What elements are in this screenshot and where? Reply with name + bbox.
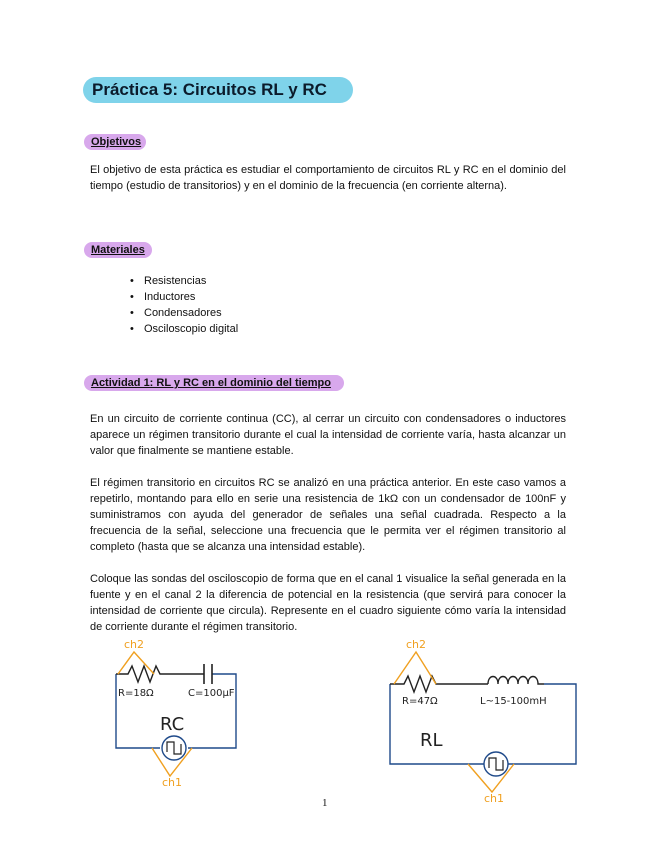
resistor-icon — [116, 666, 204, 682]
rl-ch2-label: ch2 — [406, 638, 427, 651]
resistor-icon — [390, 676, 488, 692]
materiales-heading: Materiales — [84, 242, 152, 258]
actividad1-paragraph-3: Coloque las sondas del osciloscopio de forma que en el canal 1 visualice la señal generada en la fuente y en el canal 2 la diferencia de potencial en la resistencia (que servirá para conocer la intensidad de corriente que circula). Represente en el cuadro siguiente cómo varía la intensidad de corriente durante el régimen transitorio. — [90, 573, 566, 633]
rc-name-label: RC — [160, 714, 185, 735]
rc-capacitor-label: C=100μF — [188, 688, 235, 699]
rc-ch1-label: ch1 — [162, 776, 183, 789]
rc-resistor-label: R=18Ω — [118, 688, 154, 699]
actividad1-paragraph-2: El régimen transitorio en circuitos RC se analizó en una práctica anterior. En este caso vamos a repetirlo, montando para ello en serie una resistencia de 1kΩ con un condensador de 100nF y suministramos con ayuda del generador de señales una señal cuadrada. Respecto a la frecuencia de la señal, seleccione una frecuencia que le permita ver el régimen transitorio al completo (hasta que se alcanza una intensidad estable). — [90, 477, 566, 553]
actividad1-paragraph-1: En un circuito de corriente continua (CC), al cerrar un circuito con condensadores o inductores aparece un régimen transitorio durante el cual la intensidad de corriente varía, hasta alcanzar un valor que finalmente se mantiene estable. — [90, 413, 566, 457]
capacitor-icon — [204, 664, 212, 684]
bullet-icon: • — [130, 323, 134, 335]
list-item: • Resistencias — [130, 275, 207, 287]
materiales-list — [130, 273, 238, 337]
actividad1-heading: Actividad 1: RL y RC en el dominio del tiempo — [84, 375, 344, 391]
objetivos-heading: Objetivos — [84, 134, 146, 150]
rl-ch1-label: ch1 — [484, 792, 505, 805]
ch2-probe — [118, 652, 154, 674]
bullet-icon: • — [130, 291, 134, 303]
page-title: Práctica 5: Circuitos RL y RC — [83, 77, 353, 103]
inductor-icon — [488, 677, 544, 685]
page-number: 1 — [322, 797, 328, 809]
list-item: • Condensadores — [130, 307, 222, 319]
rl-resistor-label: R=47Ω — [402, 696, 438, 707]
rl-name-label: RL — [420, 730, 443, 751]
bullet-icon: • — [130, 275, 134, 287]
bullet-icon: • — [130, 307, 134, 319]
objetivos-text: El objetivo de esta práctica es estudiar el comportamiento de circuitos RL y RC en el dominio del tiempo (estudio de transitorios) y en el dominio de la frecuencia (en corriente alterna). — [90, 164, 566, 192]
list-item: • Inductores — [130, 291, 196, 303]
rl-circuit-diagram — [384, 630, 584, 806]
ch2-probe — [394, 652, 436, 684]
rl-inductor-label: L~15-100mH — [480, 696, 547, 707]
list-item: • Osciloscopio digital — [130, 323, 239, 335]
rc-ch2-label: ch2 — [124, 638, 145, 651]
rc-circuit-diagram — [108, 630, 248, 790]
